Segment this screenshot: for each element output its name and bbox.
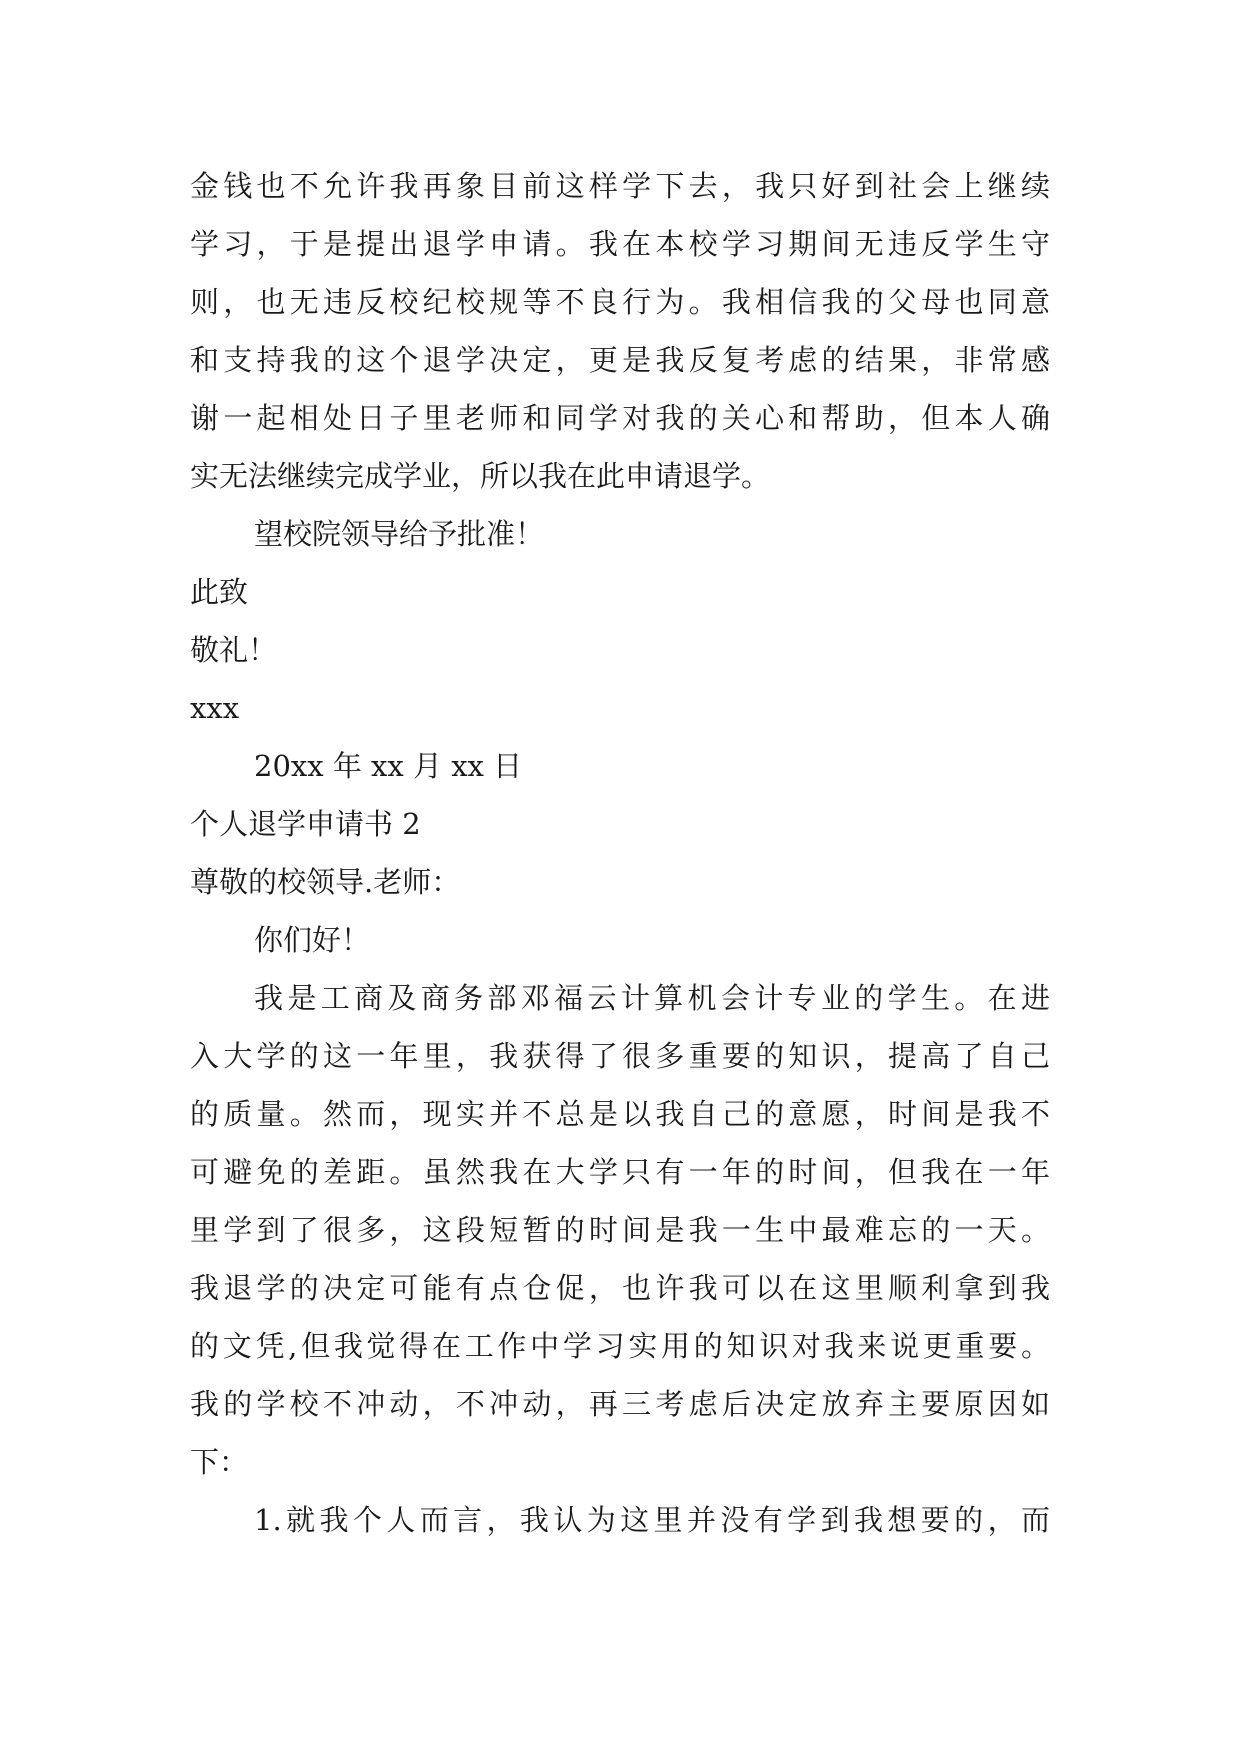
paragraph-line: 里学到了很多，这段短暂的时间是我一生中最难忘的一天。 — [190, 1213, 1050, 1247]
greeting: 你们好！ — [254, 923, 371, 957]
paragraph-line: 和支持我的这个退学决定，更是我反复考虑的结果，非常感 — [190, 343, 1050, 377]
paragraph-line: 的质量。然而，现实并不总是以我自己的意愿，时间是我不 — [190, 1097, 1050, 1131]
paragraph-line: 我的学校不冲动，不冲动，再三考虑后决定放弃主要原因如 — [190, 1387, 1050, 1421]
paragraph-line: 我是工商及商务部邓福云计算机会计专业的学生。在进 — [254, 981, 1050, 1015]
greeting-recipient: 尊敬的校领导.老师： — [190, 865, 461, 899]
paragraph-line: 实无法继续完成学业，所以我在此申请退学。 — [190, 459, 771, 493]
section-title: 个人退学申请书 2 — [190, 807, 421, 841]
signature-name: xxx — [190, 691, 240, 725]
paragraph-line: 的文凭,但我觉得在工作中学习实用的知识对我来说更重要。 — [190, 1329, 1050, 1363]
closing-regards: 敬礼！ — [190, 633, 278, 667]
paragraph-line: 入大学的这一年里，我获得了很多重要的知识，提高了自己 — [190, 1039, 1050, 1073]
list-item: 1.就我个人而言，我认为这里并没有学到我想要的，而 — [254, 1503, 1050, 1537]
approval-request-line: 望校院领导给予批准！ — [254, 517, 545, 551]
closing-salutation: 此致 — [190, 575, 249, 609]
paragraph-line: 则，也无违反校纪校规等不良行为。我相信我的父母也同意 — [190, 285, 1050, 319]
paragraph-line: 我退学的决定可能有点仓促，也许我可以在这里顺利拿到我 — [190, 1271, 1050, 1305]
paragraph-line: 可避免的差距。虽然我在大学只有一年的时间，但我在一年 — [190, 1155, 1050, 1189]
paragraph-line: 金钱也不允许我再象目前这样学下去，我只好到社会上继续 — [190, 169, 1050, 203]
paragraph-line: 谢一起相处日子里老师和同学对我的关心和帮助，但本人确 — [190, 401, 1050, 435]
paragraph-line: 学习，于是提出退学申请。我在本校学习期间无违反学生守 — [190, 227, 1050, 261]
paragraph-line: 下： — [190, 1445, 249, 1479]
signature-date: 20xx 年 xx 月 xx 日 — [254, 749, 523, 783]
